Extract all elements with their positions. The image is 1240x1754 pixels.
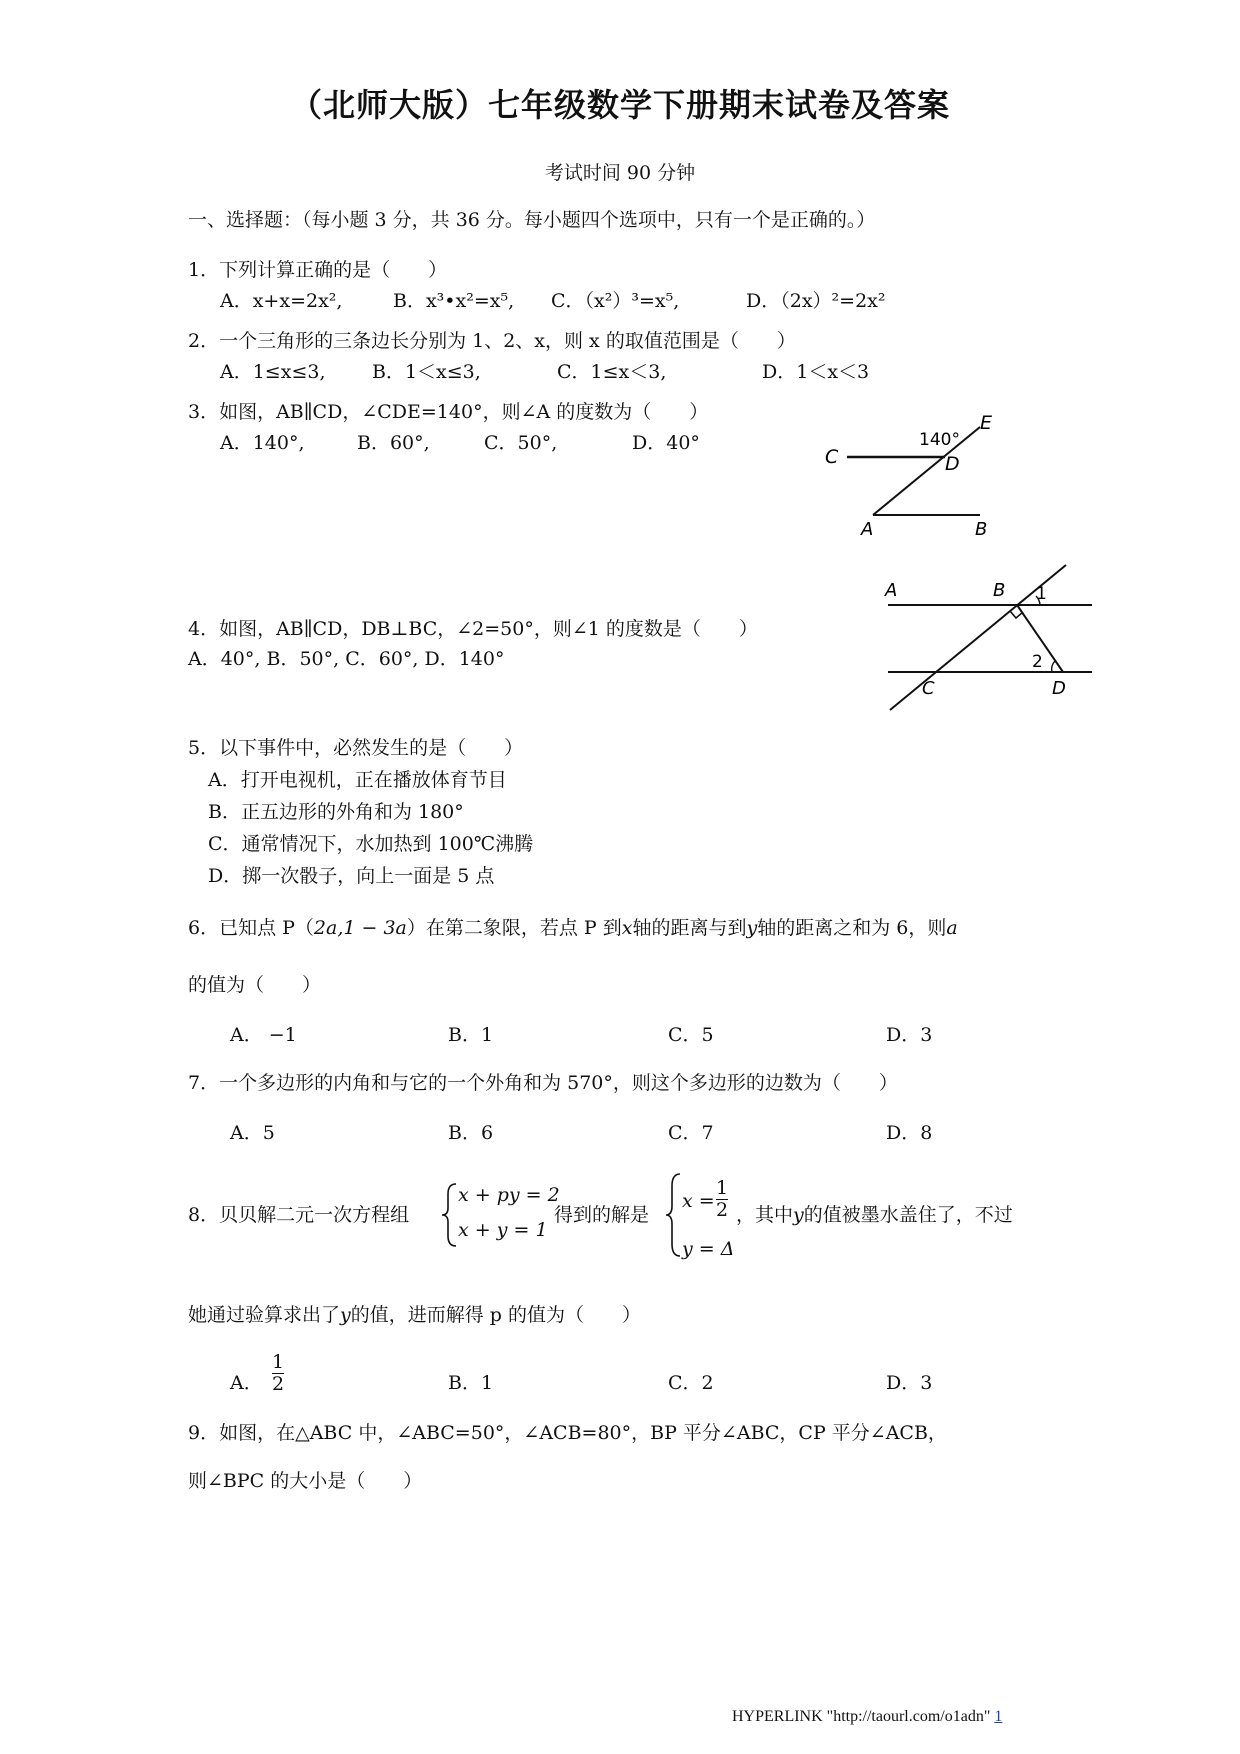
q3-label-c: C bbox=[825, 446, 839, 468]
q6-post: ）在第二象限，若点 P 到 bbox=[406, 917, 622, 939]
q7-stem: 7．一个多边形的内角和与它的一个外角和为 570°，则这个多边形的边数为（ ） bbox=[188, 1072, 898, 1094]
q8-eq1: x + py = 2 bbox=[458, 1184, 560, 1206]
q5-option-d: D．掷一次骰子，向上一面是 5 点 bbox=[208, 865, 495, 887]
q9-line1: 9．如图，在△ABC 中，∠ABC=50°，∠ACB=80°，BP 平分∠ABC，CP 平分∠ACB， bbox=[188, 1422, 947, 1444]
q6-option-b: B．1 bbox=[448, 1024, 494, 1046]
q8-frac-den: 2 bbox=[716, 1198, 729, 1221]
q6-option-d: D．3 bbox=[886, 1024, 933, 1046]
q3-figure bbox=[815, 405, 1015, 545]
q8-post bbox=[736, 1200, 1013, 1227]
q8-opt-a-den: 2 bbox=[272, 1372, 285, 1395]
q8-frac-num: 1 bbox=[716, 1177, 729, 1199]
q3-label-angle: 140° bbox=[919, 430, 960, 450]
q4-label-d: D bbox=[1052, 678, 1066, 699]
q6-pre: 6．已知点 P（ bbox=[188, 917, 314, 939]
q7-option-b: B．6 bbox=[448, 1122, 494, 1144]
q8-solution-x bbox=[682, 1190, 715, 1212]
q5-option-a: A．打开电视机，正在播放体育节目 bbox=[208, 769, 507, 791]
q8-y: y bbox=[793, 1204, 804, 1226]
q6-y: y bbox=[746, 917, 758, 939]
q7-option-d: D．8 bbox=[886, 1122, 933, 1144]
q7-option-a: A．5 bbox=[230, 1122, 275, 1144]
q3-option-d: D．40° bbox=[632, 432, 700, 454]
q9-line2: 则∠BPC 的大小是（ ） bbox=[188, 1470, 423, 1492]
q8-option-a-fraction bbox=[272, 1352, 284, 1395]
q6-mid: 轴的距离与到 bbox=[632, 917, 747, 939]
q4-label-c: C bbox=[922, 678, 935, 699]
q8-opt-a-num: 1 bbox=[272, 1351, 285, 1373]
q1-option-c: C．（x²）³=x⁵, bbox=[551, 290, 680, 312]
q2-option-c: C．1≤x＜3, bbox=[557, 361, 667, 383]
q6-line2: 的值为（ ） bbox=[188, 974, 322, 996]
q2-option-a: A．1≤x≤3, bbox=[220, 361, 326, 383]
q3-label-a: A bbox=[861, 519, 874, 540]
q8-mid: 得到的解是 bbox=[554, 1204, 650, 1226]
page-number-link[interactable]: 1 bbox=[994, 1708, 1003, 1725]
q5-option-c: C．通常情况下，水加热到 100℃沸腾 bbox=[208, 833, 534, 855]
q1-stem: 1．下列计算正确的是（ ） bbox=[188, 259, 448, 281]
q4-label-a: A bbox=[885, 580, 898, 601]
q8-line2-b: 的值，进而解得 p 的值为（ ） bbox=[350, 1304, 641, 1326]
q8-line2-a: 她通过验算求出了 bbox=[188, 1304, 341, 1326]
q2-option-d: D．1＜x＜3 bbox=[762, 361, 870, 383]
q3-option-c: C．50°, bbox=[484, 432, 558, 454]
q3-label-d: D bbox=[945, 453, 960, 475]
q4-label-angle-1: 1 bbox=[1036, 584, 1047, 604]
q8-pre: 8．贝贝解二元一次方程组 bbox=[188, 1204, 410, 1226]
q8-option-d: D．3 bbox=[886, 1372, 933, 1394]
q4-figure bbox=[880, 560, 1100, 720]
q6-stem bbox=[188, 913, 958, 940]
q8-option-c: C．2 bbox=[668, 1372, 714, 1394]
q2-stem: 2．一个三角形的三条边长分别为 1、2、x，则 x 的取值范围是（ ） bbox=[188, 330, 796, 352]
q4-stem: 4．如图，AB∥CD，DB⊥BC，∠2=50°，则∠1 的度数是（ ） bbox=[188, 618, 758, 640]
q7-option-c: C．7 bbox=[668, 1122, 714, 1144]
q1-option-d: D．（2x）²=2x² bbox=[746, 290, 886, 312]
footer bbox=[732, 1708, 1002, 1726]
section-heading: 一、选择题：（每小题 3 分，共 36 分。每小题四个选项中，只有一个是正确的。） bbox=[188, 209, 876, 231]
footer-hyperlink-text: HYPERLINK "http://taourl.com/o1adn" bbox=[732, 1708, 995, 1725]
q8-post-b: 的值被墨水盖住了，不过 bbox=[803, 1204, 1013, 1226]
q5-stem: 5．以下事件中，必然发生的是（ ） bbox=[188, 737, 524, 759]
q6-a: a bbox=[946, 917, 958, 939]
q8-eq2: x + y = 1 bbox=[458, 1219, 548, 1241]
q3-label-b: B bbox=[975, 519, 988, 540]
q5-option-b: B．正五边形的外角和为 180° bbox=[208, 801, 464, 823]
q8-x-eq: x = bbox=[682, 1190, 715, 1212]
q6-option-a: A． −1 bbox=[230, 1024, 297, 1046]
q6-x: x bbox=[621, 917, 633, 939]
q6-point: 2a,1 − 3a bbox=[313, 917, 407, 939]
q8-post-a: ，其中 bbox=[736, 1204, 794, 1226]
q4-label-angle-2: 2 bbox=[1032, 652, 1043, 672]
q1-option-a: A．x+x=2x², bbox=[220, 290, 343, 312]
q2-option-b: B．1＜x≤3, bbox=[372, 361, 481, 383]
q8-solution-y: y = Δ bbox=[682, 1238, 735, 1260]
q8-brace-left bbox=[440, 1180, 460, 1250]
q8-line2-y: y bbox=[340, 1304, 351, 1326]
q4-options: A．40°, B．50°, C．60°, D．140° bbox=[188, 648, 505, 670]
q6-option-c: C．5 bbox=[668, 1024, 714, 1046]
q3-option-a: A．140°, bbox=[220, 432, 305, 454]
q8-option-b: B．1 bbox=[448, 1372, 494, 1394]
q8-option-a: A． bbox=[230, 1372, 263, 1394]
q6-post2: 轴的距离之和为 6，则 bbox=[757, 917, 947, 939]
q3-stem: 3．如图，AB∥CD，∠CDE=140°，则∠A 的度数为（ ） bbox=[188, 401, 709, 423]
q8-brace-right bbox=[664, 1170, 684, 1260]
exam-duration: 考试时间 90 分钟 bbox=[544, 162, 696, 184]
q8-line2 bbox=[188, 1300, 641, 1327]
q3-label-e: E bbox=[980, 412, 993, 434]
angle-2-arc bbox=[1052, 661, 1055, 672]
page-title: （北师大版）七年级数学下册期末试卷及答案 bbox=[289, 86, 950, 124]
q4-label-b: B bbox=[993, 580, 1006, 601]
q3-option-b: B．60°, bbox=[357, 432, 430, 454]
q8-fraction bbox=[716, 1178, 728, 1221]
q1-option-b: B．x³•x²=x⁵, bbox=[393, 290, 515, 312]
